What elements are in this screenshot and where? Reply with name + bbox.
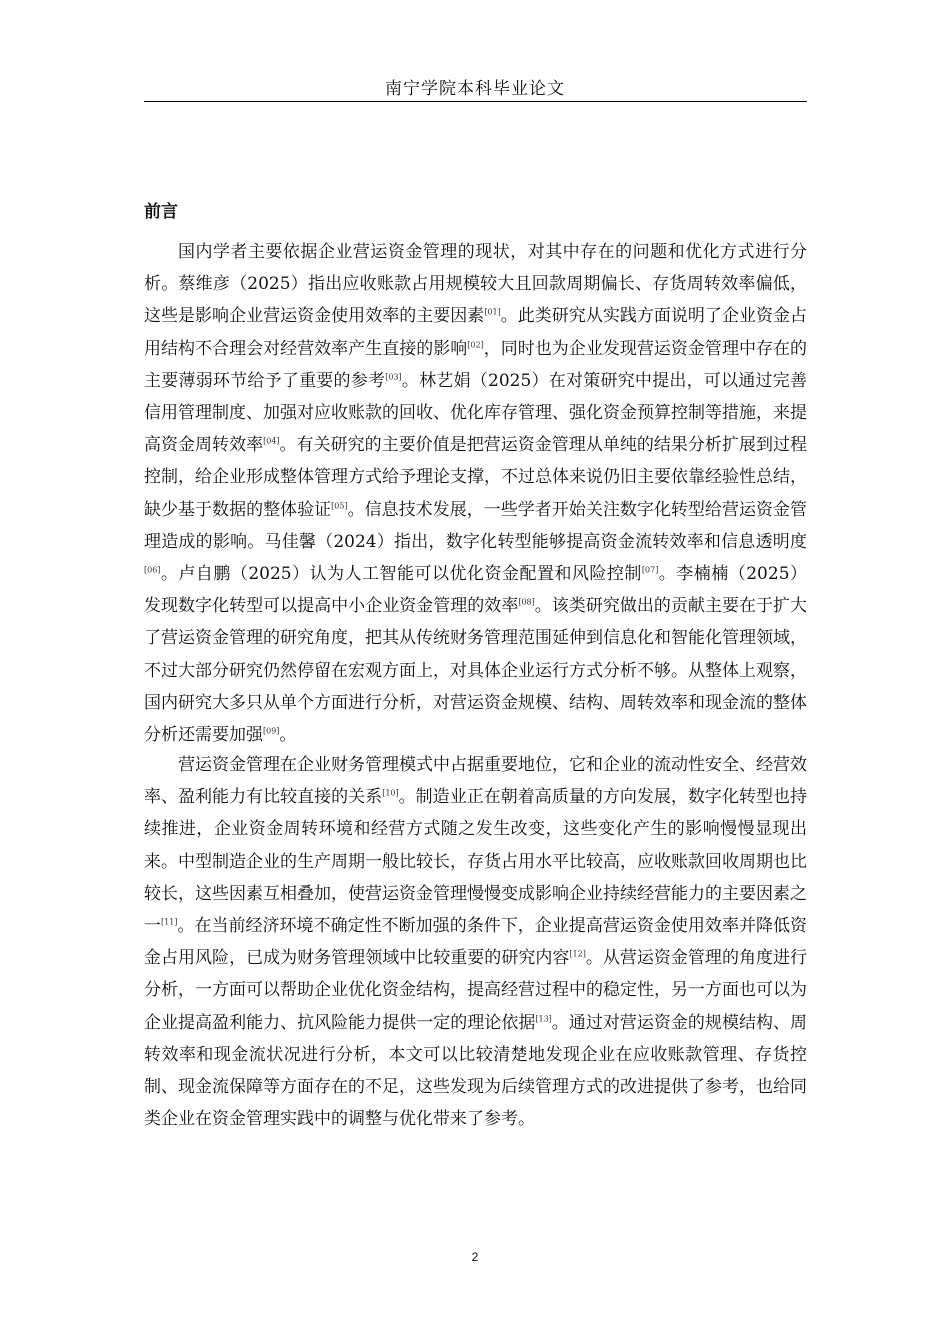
paragraph-2 (144, 749, 807, 1135)
citation: [08] (518, 597, 535, 607)
text-run: 。制造业正在朝着高质量的方向发展，数字化转型也持续推进，企业资金周转环境和经营方式随之发生改变，这些变化产生的影响慢慢显现出来。中型制造企业的生产周期一般比较长，存货占用水平比较高，应收账款回收周期也比较长，这些因素互相叠加，使营运资金管理慢慢变成影响企业持续经营能力的主要因素之一 (144, 787, 808, 937)
text-run: 。有关研究的主要价值是把营运资金管理从单纯的结果分析扩展到过程控制，给企业形成整体管理方式给予理论支撑，不过总体来说仍旧主要依靠经验性总结，缺少基于数据的整体验证 (144, 435, 808, 520)
text-run: 。 (279, 725, 297, 746)
citation: [12] (569, 949, 586, 959)
header-divider (144, 101, 807, 102)
text-run: ，同时也为企业发现营运资金管理中存在的主要薄弱环节给予了重要的参考 (144, 338, 808, 391)
running-header-title: 南宁学院本科毕业论文 (385, 79, 565, 99)
page-number: 2 (471, 1250, 479, 1264)
citation: [01] (484, 307, 501, 317)
citation: [07] (641, 565, 659, 575)
text-run: 。在当前经济环境不确定性不断加强的条件下，企业提高营运资金使用效率并降低资金占用风险，已成为财务管理领域中比较重要的研究内容 (144, 916, 807, 969)
citation: [11] (161, 917, 178, 927)
citation: [06] (144, 565, 161, 575)
citation: [03] (385, 372, 402, 382)
citation: [02] (467, 339, 484, 349)
text-run: 。信息技术发展，一些学者开始关注数字化转型给营运资金管理造成的影响。马佳馨（2024）指出，数字化转型能够提高资金流转效率和信息透明度 (144, 499, 808, 552)
citation: [10] (382, 788, 399, 798)
citation: [04] (263, 436, 280, 446)
citation: [05] (331, 500, 348, 510)
text-run: 。通过对营运资金的规模结构、周转效率和现金流状况进行分析，本文可以比较清楚地发现企业在应收账款管理、存货控制、现金流保障等方面存在的不足，这些发现为后续管理方式的改进提供了参考，也给同类企业在资金管理实践中的调整与优化带来了参考。 (144, 1012, 808, 1130)
citation: [09] (263, 726, 280, 736)
text-run: 。卢自鹏（2025）认为人工智能可以优化资金配置和风险控制 (160, 564, 642, 585)
text-run: 国内学者主要依据企业营运资金管理的现状，对其中存在的问题和优化方式进行分析。蔡维彦（2025）指出应收账款占用规模较大且回款周期偏长、存货周转效率偏低，这些是影响企业营运资金使用效率的主要因素 (144, 242, 807, 327)
paragraph-1 (144, 236, 807, 751)
text-run: 。从营运资金管理的角度进行分析，一方面可以帮助企业优化资金结构，提高经营过程中的稳定性，另一方面也可以为企业提高盈利能力、抗风险能力提供一定的理论依据 (144, 948, 808, 1033)
text-run: 。李楠楠（2025）发现数字化转型可以提高中小企业资金管理的效率 (144, 564, 807, 617)
text-run: 营运资金管理在企业财务管理模式中占据重要地位，它和企业的流动性安全、经营效率、盈利能力有比较直接的关系 (144, 755, 807, 808)
citation: [13] (535, 1013, 552, 1023)
text-run: 。林艺娟（2025）在对策研究中提出，可以通过完善信用管理制度、加强对应收账款的回收、优化库存管理、强化资金预算控制等措施，来提高资金周转效率 (144, 370, 807, 456)
text-run: 。此类研究从实践方面说明了企业资金占用结构不合理会对经营效率产生直接的影响 (144, 306, 808, 359)
section-heading: 前言 (144, 202, 178, 222)
text-run: 。该类研究做出的贡献主要在于扩大了营运资金管理的研究角度，把其从传统财务管理范围延伸到信息化和智能化管理领域，不过大部分研究仍然停留在宏观方面上，对具体企业运行方式分析不够。从整体上观察，国内研究大多只从单个方面进行分析，对营运资金规模、结构、周转效率和现金流的整体分析还需要加强 (144, 596, 808, 746)
